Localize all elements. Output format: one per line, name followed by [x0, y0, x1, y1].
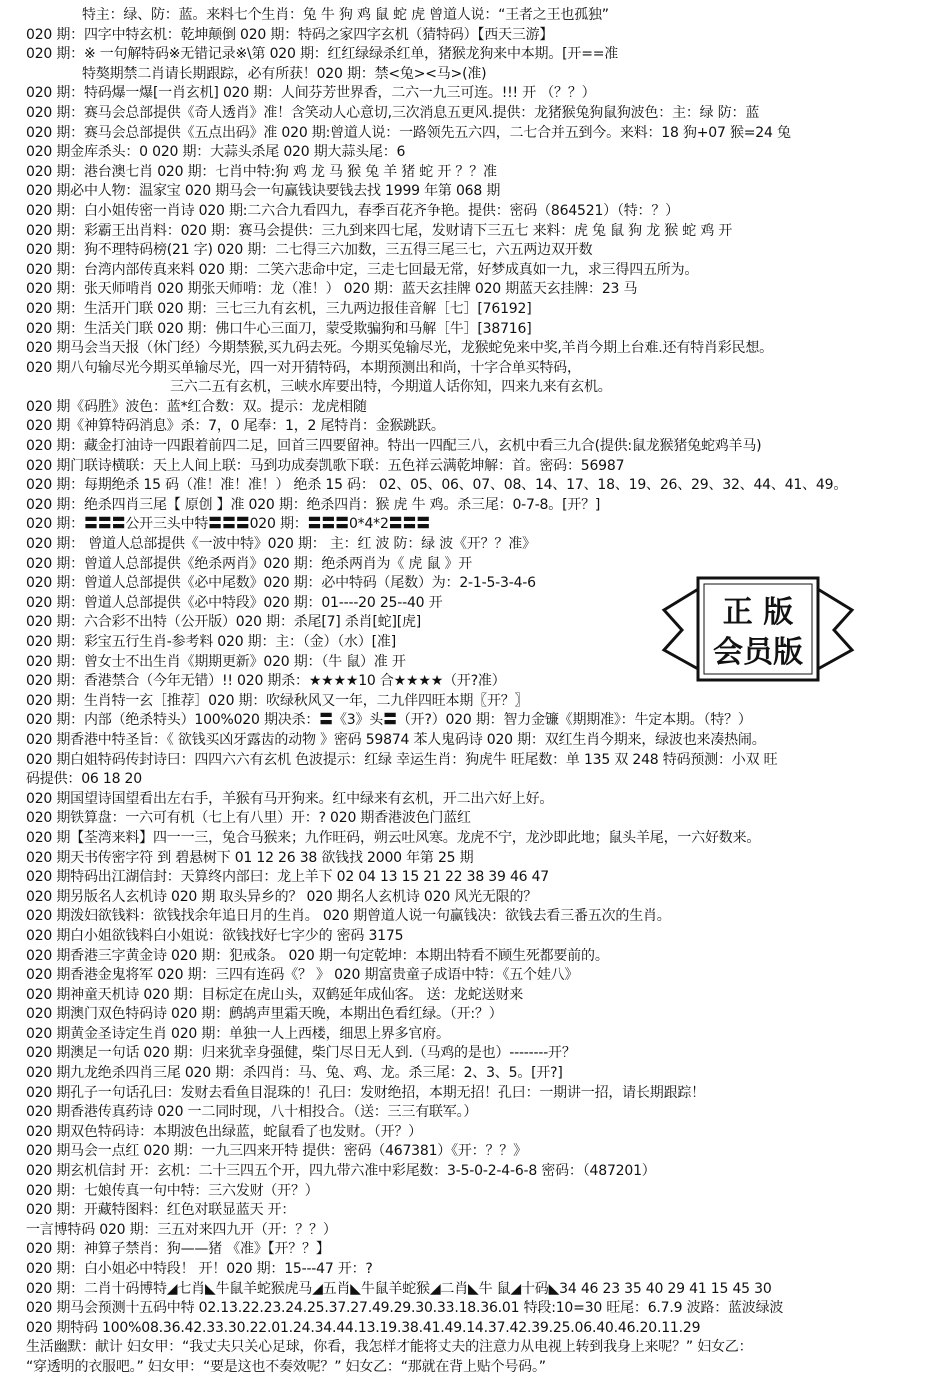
document-line: 020 期门联诗横联：天上人间上联：马到功成奏凯歌下联：五色祥云满乾坤解：首。密码：56987 [26, 457, 625, 474]
document-line: 020 期：赛马会总部提供《奇人透肖》准！含笑动人心意切,三次消息五更风.提供：龙猪猴兔狗鼠狗波色：主：绿 防：蓝 [26, 104, 760, 121]
document-line: 020 期双色特码诗：本期波色出绿蓝，蛇鼠看了也发财。（开？） [26, 1123, 422, 1140]
document-line: 020 期：港台澳七肖 020 期：七肖中特:狗 鸡 龙 马 猴 兔 羊 猪 蛇 开 ？？准 [26, 163, 497, 180]
document-line: 020 期另版名人玄机诗 020 期 取头异乡的？ 020 期名人玄机诗 020 风光无限的？ [26, 888, 538, 905]
document-line: 020 期黄金圣诗定生肖 020 期：单独一人上西楼，细思上界多官府。 [26, 1025, 450, 1042]
document-line: 020 期：生肖特一玄［推荐］020 期：吹绿秋风又一年，二九伴四旺本期〖开？〗 [26, 692, 529, 709]
document-line: 020 期：彩霸王出肖料：020 期：赛马会提供：三九到来四七尾，发财请下三五七 来料：虎 兔 鼠 狗 龙 猴 蛇 鸡 开 [26, 222, 733, 239]
stamp-left-fold [664, 588, 700, 670]
document-line: 三六二五有玄机，三峡水库要出特，今期道人话你知，四来九来有玄机。 [170, 379, 612, 396]
document-body [26, 6, 938, 1378]
document-line: “穿透明的衣服吧。” 妇女甲：“要是这也不奏效呢？” 妇女乙：“那就在背上贴个号码。” [26, 1358, 546, 1375]
document-line: 020 期：二肖十码博特◢七肖◣牛鼠羊蛇猴虎马◢五肖◣牛鼠羊蛇猴◢二肖◣牛 鼠◢十码◣34 46 23 35 40 29 41 15 45 30 [26, 1280, 772, 1297]
stamp-line-1: 正 版 [722, 595, 794, 630]
document-line: 020 期铁算盘：一六可有机（七上有八里）开：? 020 期香港波色门蓝红 [26, 810, 471, 827]
document-line: 020 期：每期绝杀 15 码（准！准！准！） 绝杀 15 码： 02、05、06、07、08、14、17、18、19、26、29、32、44、41、49。 [26, 477, 848, 494]
document-line: 020 期：〓〓〓公开三头中特〓〓〓020 期：〓〓〓0*4*2〓〓〓 [26, 516, 431, 533]
document-line: 020 期：开藏特图料：红色对联显蓝天 开： [26, 1202, 296, 1219]
document-line: 020 期香港传真药诗 020 一二同时现，八十相投合。（送：三三有联军。） [26, 1104, 478, 1121]
document-line: 020 期：香港禁合（今年无错）!! 020 期杀：★★★★10 合★★★★（开?准） [26, 673, 506, 690]
document-line: 特主：绿、防：蓝。来料七个生肖：兔 牛 狗 鸡 鼠 蛇 虎 曾道人说：“王者之王也孤独” [82, 7, 609, 23]
document-line: 020 期马会当天报（休门经）今期禁猴,买九码去死。今期买兔输尽光，龙猴蛇免来中奖,羊肖今期上台难.还有特肖彩民想。 [26, 340, 773, 357]
document-line: 生活幽默：献计 妇女甲：“我丈夫只关心足球，你看，我怎样才能将丈夫的注意力从电视上转到我身上来呢？” 妇女乙： [26, 1339, 753, 1356]
document-line: 020 期澳门双色特码诗 020 期：鹧鸪声里霜天晚，本期出色看红绿。（开:？） [26, 1006, 503, 1023]
document-line: 020 期《神算特码消息》杀：7，0 尾奉：1，2 尾特肖：金猴跳跃。 [26, 418, 445, 435]
document-line: 020 期：绝杀四肖三尾【 原创 】准 020 期：绝杀四肖：猴 虎 牛 鸡。杀三尾：0-7-8。[开？] [26, 496, 601, 513]
document-line: 020 期：狗不理特码榜(21 字) 020 期：二七得三六加数，三五得三尾三七，六五两边双开数 [26, 242, 593, 259]
document-line: 020 期香港中特圣旨：《 欲钱买凶牙露齿的动物 》密码 59874 苯人鬼码诗 020 期：双红生肖今期来，绿波也来凑热闹。 [26, 731, 766, 748]
stamp-right-fold [816, 588, 852, 670]
document-line: 020 期：白小姐传密一肖诗 020 期:二六合九看四九，春季百花齐争艳。提供：密码（864521）（特：？） [26, 202, 679, 219]
document-line: 020 期马会一点红 020 期：一九三四来开特 提供：密码（467381）《开：？？》 [26, 1143, 527, 1160]
document-line: 020 期泼妇欲钱料：欲钱找余年追日月的生肖。 020 期曾道人说一句赢钱决：欲钱去看三番五次的生肖。 [26, 908, 671, 925]
document-line: 020 期孔子一句话孔曰：发财去看鱼目混珠的！孔曰：发财绝招，本期无招！孔曰：一期讲一招，请长期跟踪！ [26, 1084, 705, 1101]
document-line: 020 期白小姐欲钱料白小姐说：欲钱找好七字少的 密码 3175 [26, 927, 404, 944]
stamp-line-2: 会员版 [713, 635, 803, 670]
genuine-member-edition-stamp [660, 570, 856, 688]
document-line: 020 期：特码爆一爆[一肖玄机] 020 期：人间芬芳世界香，二六一九三可连。!!! 开 （？？） [26, 85, 596, 102]
document-line: 020 期：神算子禁肖：狗——猪 《准》【开？？】 [26, 1241, 330, 1258]
document-line: 020 期香港金鬼将军 020 期：三四有连码《？ 》 020 期富贵童子成语中特：《五个娃八》 [26, 967, 579, 984]
document-line: 020 期：赛马会总部提供《五点出码》准 020 期:曾道人说：一路领先五六四，二七合并五到今。来料：18 狗+07 猴=24 兔 [26, 124, 791, 141]
document-line: 020 期天书传密字符 到 碧悬树下 01 12 26 38 欲钱找 2000 年第 25 期 [26, 849, 474, 866]
document-line: 020 期八句输尽光今期买单输尽光，四一对开猜特码，本期预测出和尚，十字合单买特码， [26, 359, 581, 376]
document-line: 020 期金库杀头：0 020 期：大蒜头杀尾 020 期大蒜头尾：6 [26, 144, 406, 161]
document-line: 020 期国望诗国望看出左右手，羊猴有马开狗来。红中绿来有玄机，开二出六好上好。 [26, 790, 554, 807]
document-line: 020 期特码出江湖信封：天算终内部曰：龙上羊下 02 04 13 15 21 22 38 39 46 47 [26, 869, 550, 886]
document-line: 020 期【荃湾来料】四一一三，兔合马猴来；九作旺码，朔云吐风寒。龙虎不宁，龙沙即此地；鼠头羊尾，一六好数来。 [26, 829, 761, 846]
document-line: 020 期：内部（绝杀特头）100%020 期决杀：〓《3》头〓（开?）020 期：智力金镰《期期准》：牛定本期。（特？） [26, 712, 752, 729]
document-line: 020 期：曾女士不出生肖《期期更新》020 期：（牛 鼠）准 开 [26, 653, 406, 670]
document-line: 020 期：彩宝五行生肖-参考料 020 期：主：（金）（水）[准] [26, 634, 396, 650]
document-line: 020 期香港三字黄金诗 020 期：犯戒条。 020 期一句定乾坤：本期出特看不顾生死都要前的。 [26, 947, 609, 964]
document-line: 020 期《码胜》波色：蓝*红合数：双。提示：龙虎相随 [26, 398, 367, 415]
document-line: 码提供：06 18 20 [26, 771, 142, 788]
document-line: 020 期：曾道人总部提供《必中尾数》020 期：必中特码（尾数）为：2-1-5-3-4-6 [26, 575, 536, 592]
document-line: 020 期：台湾内部传真来料 020 期：二笑六悲命中定，三走七回最无常，好梦成真如一九，求三得四五所为。 [26, 261, 699, 278]
document-line: 020 期：曾道人总部提供《绝杀两肖》020 期：绝杀两肖为《 虎 鼠 》开 [26, 555, 473, 572]
document-line: 特獒期禁二肖请长期跟踪，必有所获！020 期：禁<兔><马>(准) [82, 65, 487, 82]
document-line: 020 期澳足一句话 020 期：归来犹幸身强健，柴门尽日无人到.（马鸡的是也）--------开？ [26, 1045, 576, 1062]
document-line: 020 期：生活开门联 020 期：三七三九有玄机，三九两边报佳音解［七］[76192] [26, 300, 532, 317]
document-line: 020 期：曾道人总部提供《必中特段》020 期：01----20 25--40 开 [26, 594, 443, 611]
document-line: 020 期： 曾道人总部提供《一波中特》020 期： 主：红 波 防：绿 波《开？？准》 [26, 536, 536, 553]
document-line: 020 期神童天机诗 020 期：目标定在虎山头，双鹤延年成仙客。 送：龙蛇送财来 [26, 986, 524, 1003]
document-line: 020 期特码 100%08.36.42.33.30.22.01.24.34.44.13.19.38.41.49.14.37.42.39.25.06.40.46.20.11.29 [26, 1319, 701, 1336]
document-line: 020 期：六合彩不出特（公开版）020 期：杀尾[7] 杀肖[蛇][虎] [26, 614, 422, 631]
document-line: 020 期：四字中特玄机：乾坤颠倒 020 期：特码之家四字玄机（猜特码）【西天三游】 [26, 26, 554, 43]
document-line: 020 期必中人物：温家宝 020 期马会一句赢钱诀要钱去找 1999 年第 068 期 [26, 183, 501, 200]
document-line: 020 期：张天师啃肖 020 期张天师啃：龙（准！） 020 期：蓝天玄挂牌 020 期蓝天玄挂牌：23 马 [26, 281, 638, 298]
document-line: 020 期：※ 一句解特码※无错记录※\第 020 期：红红绿绿杀红单，猪猴龙狗来中本期。[开==准 [26, 46, 619, 63]
document-line: 一言博特码 020 期：三五对来四九开（开：？？） [26, 1221, 337, 1238]
document-line: 020 期：生活关门联 020 期：佛口牛心三面刀，蒙受欺骗狗和马解［牛］[38716] [26, 320, 532, 337]
document-line: 020 期：白小姐必中特段！ 开！020 期：15---47 开：? [26, 1261, 373, 1277]
document-line: 020 期九龙绝杀四肖三尾 020 期：杀四肖：马、兔、鸡、龙。杀三尾：2、3、5。[开?] [26, 1065, 563, 1082]
document-line: 020 期玄机信封 开：玄机：二十三四五个开，四九带六准中彩尾数：3-5-0-2-4-6-8 密码：（487201） [26, 1163, 656, 1180]
document-line: 020 期：藏金打油诗一四跟着前四二足，回首三四要留神。特出一四配三八，玄机中看三九合(提供:鼠龙猴猪兔蛇鸡羊马) [26, 438, 762, 455]
document-line: 020 期马会预测十五码中特 02.13.22.23.24.25.37.27.49.29.30.33.18.36.01 特段:10=30 旺尾：6.7.9 波路：蓝波绿波 [26, 1300, 784, 1317]
document-line: 020 期白姐特码传封诗曰：四四六六有玄机 色波提示：红绿 幸运生肖：狗虎牛 旺尾数：单 135 双 248 特码预测：小双 旺 [26, 751, 778, 768]
document-line: 020 期：七娘传真一句中特：三六发财（开？） [26, 1182, 319, 1199]
